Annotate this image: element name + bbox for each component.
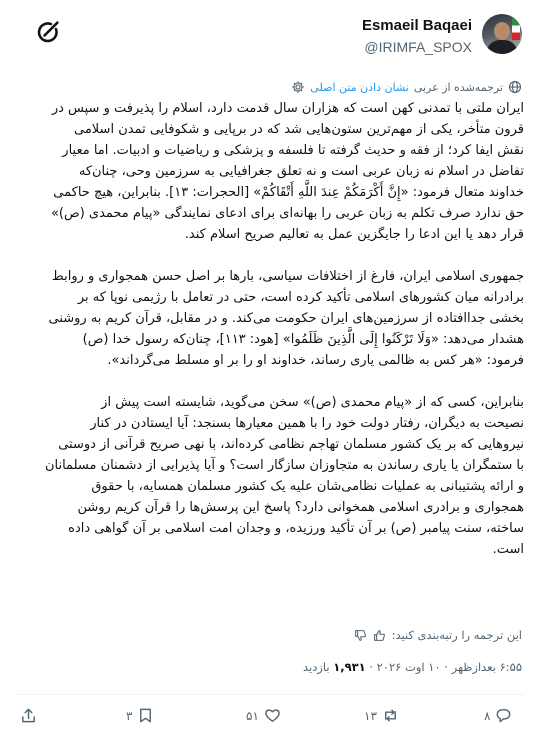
- author-handle[interactable]: @IRIMFA_SPOX: [364, 39, 472, 55]
- post-time[interactable]: ۶:۵۵ بعدازظهر: [451, 660, 522, 674]
- repost-icon: [382, 707, 399, 724]
- show-original-link[interactable]: نشان دادن متن اصلی: [310, 80, 409, 94]
- globe-icon: [508, 80, 522, 94]
- post-header: [0, 0, 542, 72]
- repost-button[interactable]: [364, 707, 399, 724]
- like-count: ۵۱: [246, 708, 259, 723]
- bookmark-icon: [137, 707, 154, 724]
- gear-icon[interactable]: [291, 80, 305, 94]
- share-icon: [20, 707, 37, 724]
- divider: [18, 694, 524, 695]
- meta-separator: ·: [369, 660, 373, 674]
- translation-bar: [282, 76, 522, 98]
- post-paragraph-3: بنابراین، کسی که از «پیام محمدی (ص)» سخن می‌گوید، شایسته است پیش از نصیحت به دیگران، رفتار دولت خود را با همین معیارها بسنجد: آیا ایستادن در کنار نیروهایی که بر یک کشور مسلمان تهاجم نظامی کرده‌اند، با نهی صریح قرآنی از دوستی با ستمگران یا یاری رساندن به متجاوزان سازگار است؟ و آیا پذیرایی از دشمنان مسلمانان و ارائه پشتیبانی به عملیات نظامی‌شان علیه یک کشور مسلمان همسایه، با حقوق همجواری و برادری اسلامی همخوانی دارد؟ پاسخ این پرسش‌ها را قرآن کریم روشن ساخته، سنت پیامبر (ص) بر آن تأکید ورزیده، و وجدان امت اسلامی بر آن گواهی داده است.: [44, 395, 524, 557]
- share-button[interactable]: [20, 707, 37, 724]
- post-paragraph-2: جمهوری اسلامی ایران، فارغ از اختلافات سیاسی، بارها بر اصل حسن همجواری و روابط برادرانه میان کشورهای اسلامی تأکید کرده است، حتی در تعامل با رژیمی نوپا که بر بخشی جداافتاده از سرزمین‌های ایران حکومت می‌کند. و در مقابل، قرآن کریم به روشنی هشدار می‌دهد: «وَلَا تَرْكَنُوا إِلَى الَّذِينَ ظَلَمُوا» [هود: ۱۱۳]، چنان‌که رسول خدا (ص) فرمود: «هر کس به ظالمی یاری رساند، خداوند او را بر او مسلط می‌گرداند».: [48, 269, 524, 368]
- views-count: ۱,۹۳۱: [333, 660, 366, 674]
- heart-icon: [264, 707, 281, 724]
- author-display-name[interactable]: Esmaeil Baqaei: [361, 17, 472, 34]
- translated-from-label: ترجمه‌شده از عربی: [413, 80, 503, 94]
- post-meta: [303, 660, 522, 674]
- bookmark-count: ۳: [126, 708, 133, 723]
- grok-icon[interactable]: [34, 18, 62, 46]
- like-button[interactable]: [246, 707, 281, 724]
- thumbs-up-icon: [373, 629, 386, 642]
- reply-button[interactable]: [484, 707, 512, 724]
- rate-translation-prompt: این ترجمه را رتبه‌بندی کنید:: [391, 628, 522, 642]
- rate-translation: [354, 628, 522, 642]
- repost-count: ۱۳: [364, 708, 377, 723]
- views-label: بازدید: [302, 660, 330, 674]
- thumbs-down-icon: [354, 629, 367, 642]
- avatar[interactable]: [482, 14, 522, 54]
- meta-separator: ·: [444, 660, 448, 674]
- bookmark-button[interactable]: [126, 707, 154, 724]
- post-text: [18, 98, 524, 581]
- flag-icon: [512, 18, 520, 40]
- thumbs-up-button[interactable]: [373, 629, 386, 642]
- post-date[interactable]: ۱۰ اوت ۲۰۲۶: [376, 660, 441, 674]
- action-bar: [18, 704, 524, 730]
- thumbs-down-button[interactable]: [354, 629, 367, 642]
- post-paragraph-1: ایران ملتی با تمدنی کهن است که هزاران سال قدمت دارد، اسلام را پذیرفت و سپس در قرون متأخر، یکی از مهم‌ترین ستون‌هایی شد که در برپایی و شکوفایی تمدن اسلامی نقش ایفا کرد؛ از فقه و حدیث گرفته تا فلسفه و پزشکی و ریاضیات و ادبیات. اما معیار تفاضل در اسلام نه زبان عربی است و نه تعلق جغرافیایی به سرزمین وحی، چنان‌که خداوند متعال فرمود: «إِنَّ أَكْرَمَكُمْ عِندَ اللَّهِ أَتْقَاكُمْ» [الحجرات: ۱۳]. بنابراین، هیچ حاکمی حق ندارد صرف تکلم به زبان عربی را بهانه‌ای برای ادعای نمایندگی «پیام محمدی (ص)» قرار دهد یا این ادعا را جایگزین عمل به تعالیم صریح اسلام کند.: [50, 101, 524, 242]
- reply-icon: [495, 707, 512, 724]
- reply-count: ۸: [484, 708, 491, 723]
